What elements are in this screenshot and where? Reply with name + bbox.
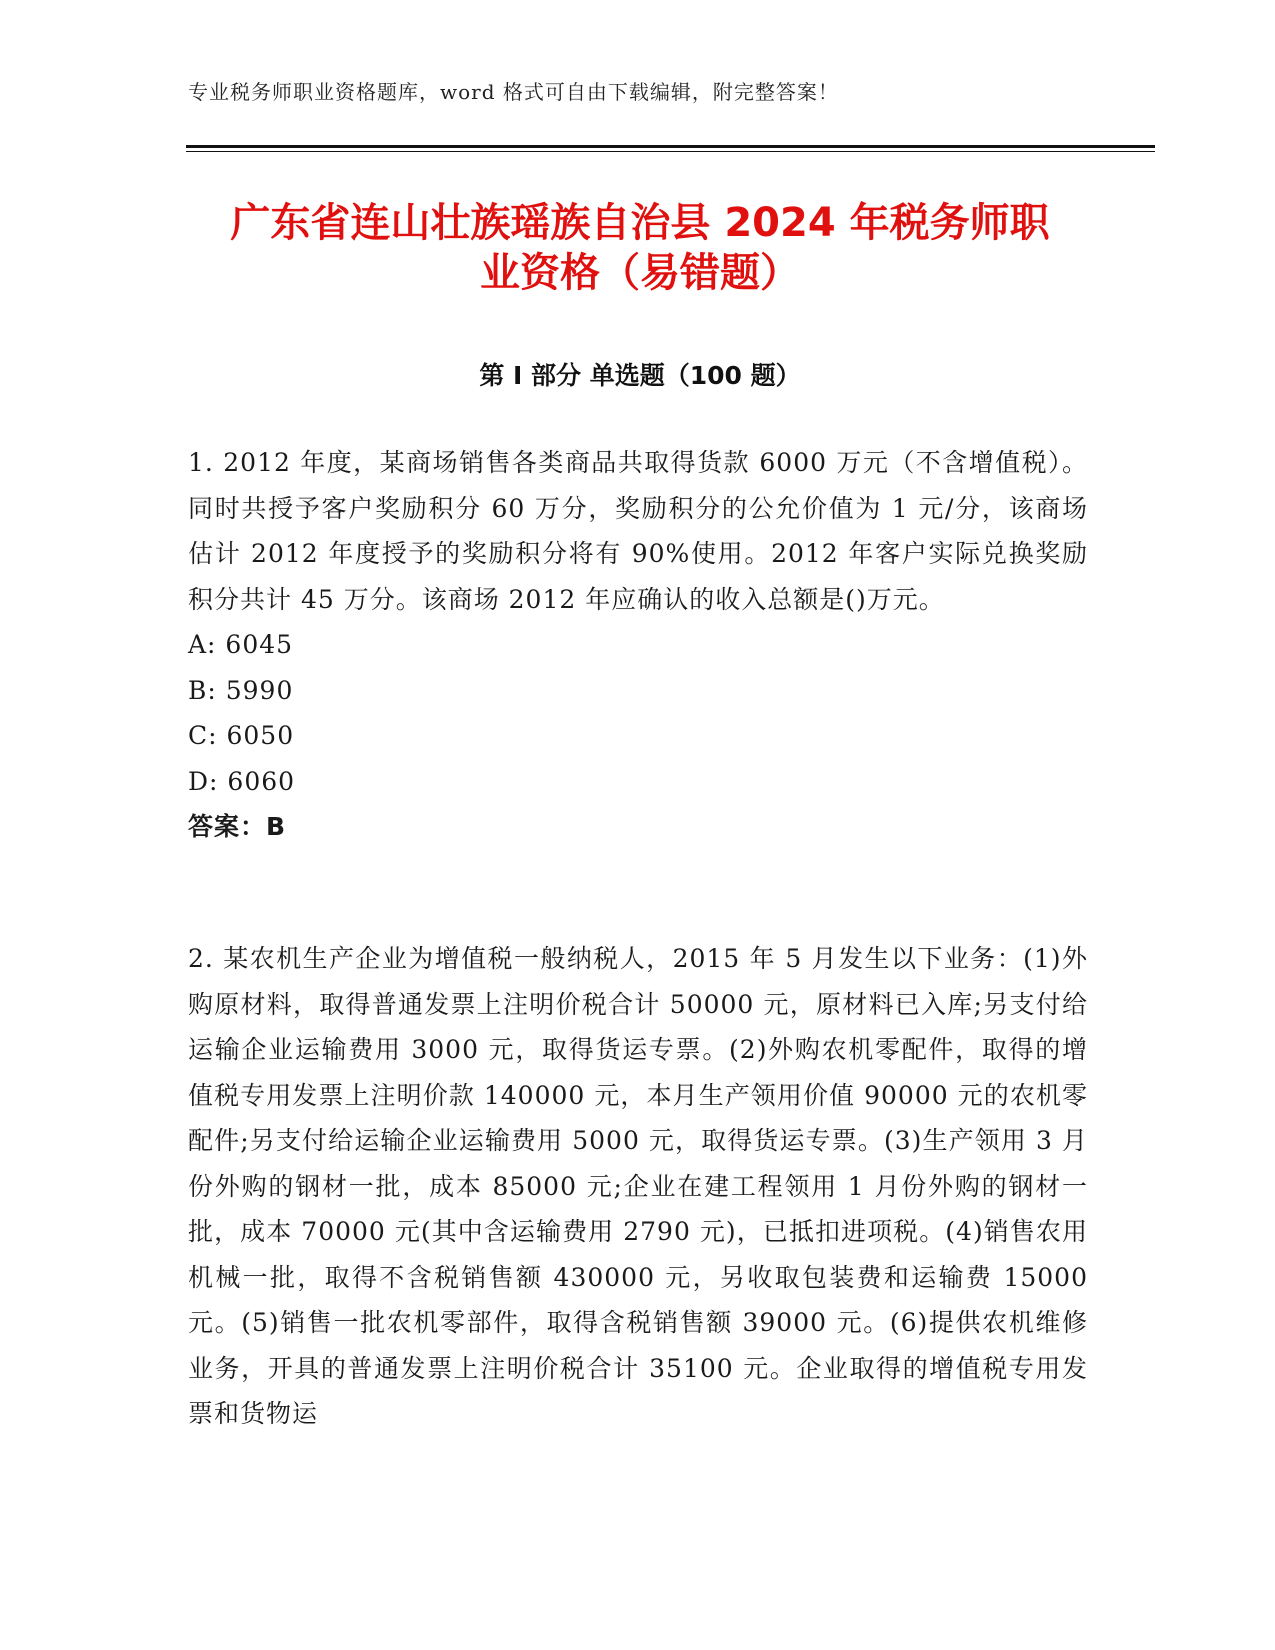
header-rule [186, 145, 1155, 148]
section-heading: 第 I 部分 单选题（100 题） [479, 361, 801, 390]
option-a: A: 6045 [188, 630, 294, 659]
header-rule-thin [186, 151, 1155, 152]
answer: 答案：B [188, 812, 287, 841]
document-title-line-2: 业资格（易错题） [480, 250, 800, 296]
question-2 [188, 936, 1088, 1437]
option-b: B: 5990 [188, 675, 294, 705]
document-title-line-1: 广东省连山壮族瑶族自治县 2024 年税务师职 [230, 200, 1050, 246]
document-title [180, 198, 1100, 298]
question-1 [188, 440, 1088, 850]
option-d: D: 6060 [188, 766, 296, 796]
header-note: 专业税务师职业资格题库，word 格式可自由下载编辑，附完整答案！ [188, 80, 839, 104]
question-stem: 1. 2012 年度，某商场销售各类商品共取得货款 6000 万元（不含增值税）。同时共授予客户奖励积分 60 万分，奖励积分的公允价值为 1 元/分，该商场估计 2012 年度授予的奖励积分将有 90%使用。2012 年客户实际兑换奖励积分共计 45 万分。该商场 2012 年应确认的收入总额是()万元。 [188, 448, 1088, 614]
option-c: C: 6050 [188, 721, 295, 750]
question-stem: 2. 某农机生产企业为增值税一般纳税人，2015 年 5 月发生以下业务：(1)外购原材料，取得普通发票上注明价税合计 50000 元，原材料已入库;另支付给运输企业运输费用 3000 元，取得货运专票。(2)外购农机零配件，取得的增值税专用发票上注明价款 140000 元，本月生产领用价值 90000 元的农机零配件;另支付给运输企业运输费用 5000 元，取得货运专票。(3)生产领用 3 月份外购的钢材一批，成本 85000 元;企业在建工程领用 1 月份外购的钢材一批，成本 70000 元(其中含运输费用 2790 元)，已抵扣进项税。(4)销售农用机械一批，取得不含税销售额 430000 元，另收取包装费和运输费 15000 元。(5)销售一批农机零部件，取得含税销售额 39000 元。(6)提供农机维修业务，开具的普通发票上注明价税合计 35100 元。企业取得的增值税专用发票和货物运 [188, 944, 1088, 1428]
